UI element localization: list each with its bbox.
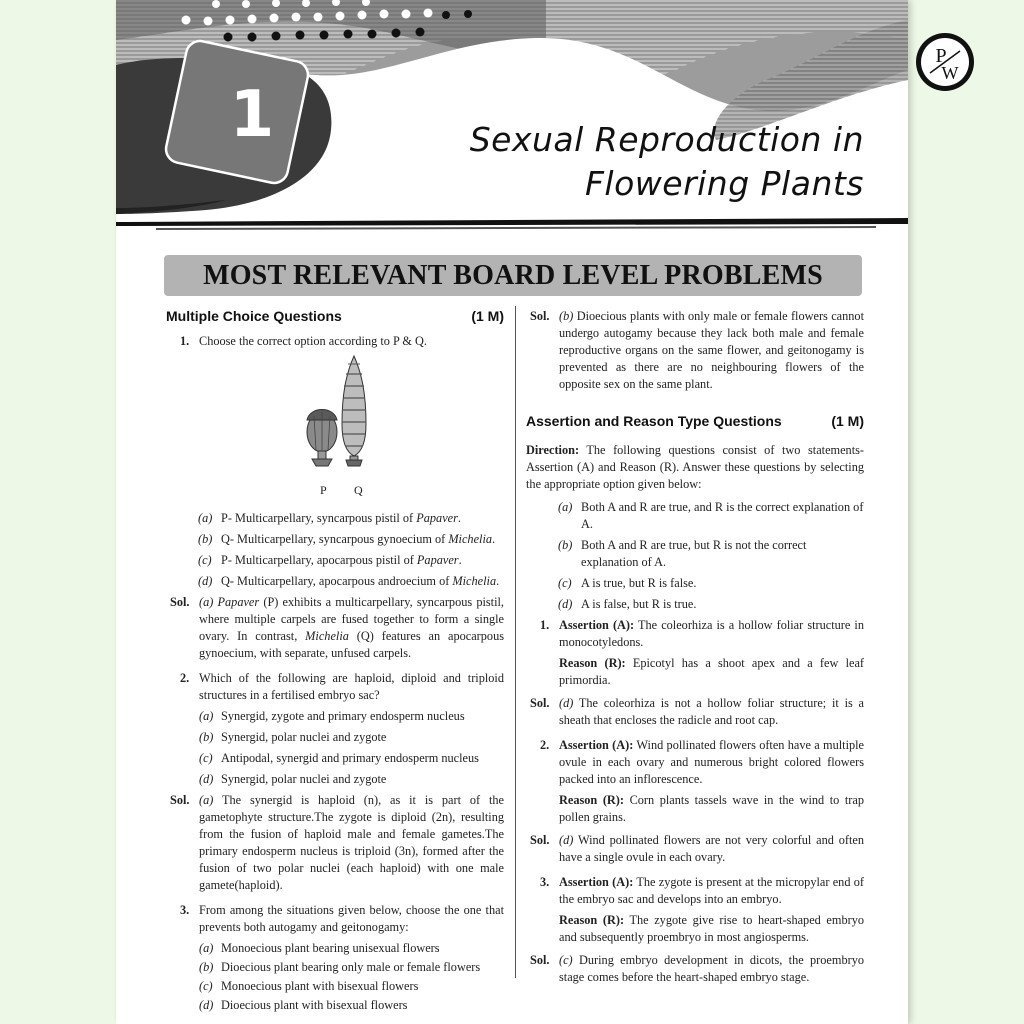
ar-q2-reason: Reason (R): Corn plants tassels wave in the wind to trap pollen grains. xyxy=(559,793,864,824)
q1-option-c: (c) P- Multicarpellary, apocarpous pistil of Papaver. xyxy=(198,553,462,567)
q2-option-c: (c) Antipodal, synergid and primary endosperm nucleus xyxy=(199,751,479,765)
question-text: Choose the correct option according to P & Q. xyxy=(199,334,428,348)
figure-label-p: P xyxy=(320,483,327,497)
textbook-page xyxy=(116,0,908,1024)
ar-option-c: (c) A is true, but R is false. xyxy=(558,576,697,590)
q2-option-b: (b) Synergid, polar nuclei and zygote xyxy=(199,730,387,744)
q2-option-a: (a) Synergid, zygote and primary endosperm nucleus xyxy=(199,709,465,723)
pistil-illustration xyxy=(296,354,376,479)
left-column xyxy=(166,308,504,1016)
ar-option-d: (d) A is false, but R is true. xyxy=(558,597,697,611)
q3-option-b: (b) Dioecious plant bearing only male or female flowers xyxy=(199,960,481,974)
column-divider xyxy=(515,306,516,978)
right-column xyxy=(526,308,864,994)
q1-solution: Sol. (a) Papaver (P) exhibits a multicarpellary, syncarpous pistil, where multiple carpels are fused together to form a single ovary. In contrast, Michelia (Q) features an apocarpous gynoecium, with separate, unfused carpels. xyxy=(170,595,504,660)
q2-solution: Sol. (a) The synergid is haploid (n), as it is part of the gametophyte structure.The zygote is diploid (2n), resulting from the fusion of haploid male and female gametes.The primary endosperm nucleus is triploid (3n), formed after the fusion of two polar nuclei (each haploid) with one male gamete(haploid). xyxy=(170,793,504,892)
chapter-number: 1 xyxy=(229,78,275,152)
chapter-title xyxy=(470,118,864,206)
question-number: 1. xyxy=(180,334,190,348)
ar-marks: (1 M) xyxy=(831,413,864,429)
ar-title: Assertion and Reason Type Questions xyxy=(526,413,782,429)
ar-question-3: 3. Assertion (A): The zygote is present at the micropylar end of the embryo sac and develops into an embryo. xyxy=(540,875,864,906)
question-3: 3. From among the situations given below, choose the one that prevents both autogamy and geitonogamy: xyxy=(180,903,504,934)
ar-q1-reason: Reason (R): Epicotyl has a shoot apex and a few leaf primordia. xyxy=(559,656,864,687)
question-1 xyxy=(166,333,504,350)
ar-q3-reason: Reason (R): The zygote give rise to heart-shaped embryo and subsequently proembryo in most angiosperms. xyxy=(559,913,864,944)
ar-q1-solution: Sol. (d) The coleorhiza is not a hollow foliar structure; it is a sheath that encloses the radicle and root cap. xyxy=(530,696,864,727)
ar-direction: Direction: The following questions consist of two statements-Assertion (A) and Reason (R). Answer these questions by selecting the appropriate option given below: xyxy=(526,443,864,491)
q3-option-a: (a) Monoecious plant bearing unisexual flowers xyxy=(199,941,440,955)
q3-option-d: (d) Dioecious plant with bisexual flowers xyxy=(199,998,408,1012)
pw-logo xyxy=(914,31,976,93)
mcq-section-header xyxy=(166,308,504,325)
chapter-title-line2: Flowering Plants xyxy=(584,164,864,203)
q1-option-b: (b) Q- Multicarpellary, syncarpous gynoecium of Michelia. xyxy=(198,532,496,546)
section-heading: MOST RELEVANT BOARD LEVEL PROBLEMS xyxy=(203,259,823,291)
logo-letter-p: P xyxy=(935,45,947,67)
ar-q3-solution: Sol. (c) During embryo development in dicots, the proembryo stage comes before the heart-shaped embryo stage. xyxy=(530,953,864,984)
q1-option-d: (d) Q- Multicarpellary, apocarpous androecium of Michelia. xyxy=(198,574,500,588)
question-2: 2. Which of the following are haploid, diploid and triploid structures in a fertilised embryo sac? xyxy=(180,671,504,702)
ar-option-a: (a) Both A and R are true, and R is the correct explanation of A. xyxy=(558,500,864,531)
q2-option-d: (d) Synergid, polar nuclei and zygote xyxy=(199,772,387,786)
q1-option-a: (a) P- Multicarpellary, syncarpous pistil of Papaver. xyxy=(198,511,461,525)
mcq-marks: (1 M) xyxy=(471,308,504,324)
ar-option-b: (b) Both A and R are true, but R is not the correct explanation of A. xyxy=(558,538,807,569)
q3-option-c: (c) Monoecious plant with bisexual flowers xyxy=(199,979,419,993)
chapter-title-line1: Sexual Reproduction in xyxy=(469,120,864,159)
ar-q2-solution: Sol. (d) Wind pollinated flowers are not very colorful and often have a single ovule in each ovary. xyxy=(530,833,864,864)
ar-question-1: 1. Assertion (A): The coleorhiza is a hollow foliar structure in monocotyledons. xyxy=(540,618,864,649)
q3-solution: Sol. (b) Dioecious plants with only male or female flowers cannot undergo autogamy because they lack both male and female reproductive organs on the same flower, and geitonogamy is prevented as there are no neighbouring flowers of the opposite sex on the same plant. xyxy=(530,309,864,391)
ar-question-2: 2. Assertion (A): Wind pollinated flowers often have a multiple ovule in each ovary and numerous bright colored flowers packed into an inflorescence. xyxy=(540,738,865,786)
solution-label: Sol. xyxy=(170,595,190,609)
logo-letter-w: W xyxy=(941,63,959,83)
pistil-figure xyxy=(166,354,504,504)
section-heading-bar xyxy=(164,255,862,296)
figure-label-q: Q xyxy=(354,483,363,497)
ar-section-header xyxy=(526,413,864,430)
mcq-title: Multiple Choice Questions xyxy=(166,308,342,324)
